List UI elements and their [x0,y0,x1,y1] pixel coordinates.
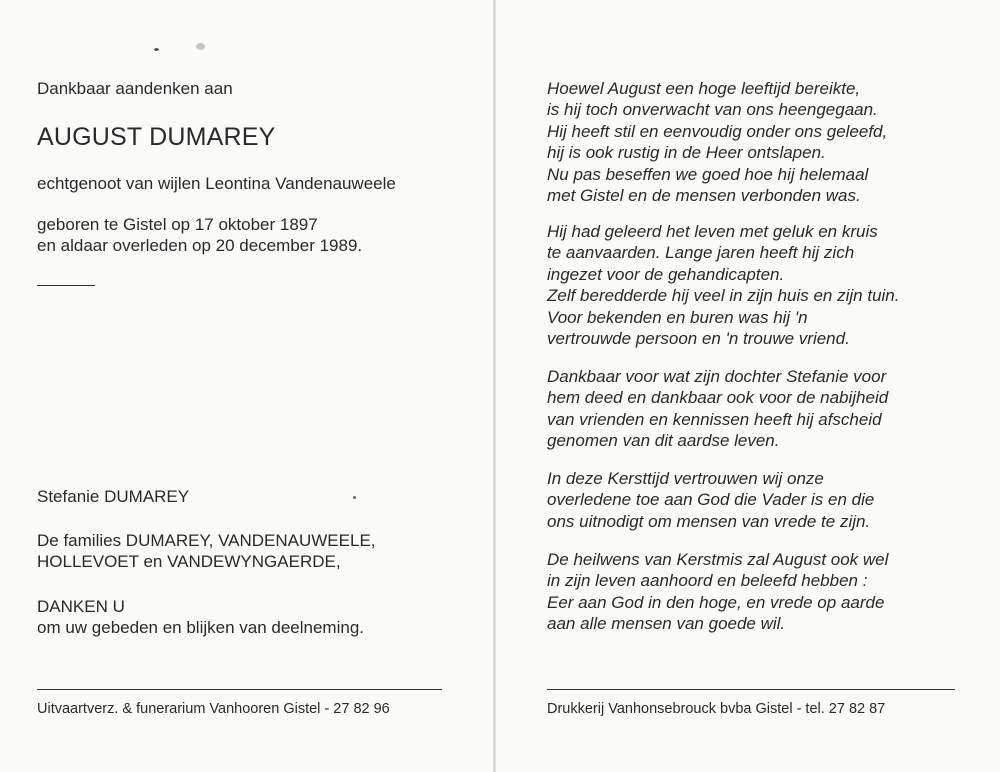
verse-line: Dankbaar voor wat zijn dochter Stefanie voor [547,367,887,386]
verse-line: Nu pas beseffen we goed hoe hij helemaal [547,164,869,184]
verse-line: hem deed en dankbaar ook voor de nabijheid [547,388,889,408]
thanks-line-2: om uw gebeden en blijken van deelneming. [37,618,365,637]
footer-rule [547,689,955,690]
funeral-home-footer: Uitvaartverz. & funerarium Vanhooren Gistel - 27 82 96 [37,701,390,717]
stanza [547,549,888,635]
footer-rule [37,689,442,690]
stanza [547,468,874,532]
paper-speck [154,48,159,51]
families-line-1: De families DUMAREY, VANDENAUWEELE, [37,531,376,550]
verse-line: Zelf beredderde hij veel in zijn huis en zijn tuin. [547,286,900,306]
verse-line: is hij toch onverwacht van ons heengegaan. [547,100,878,120]
family-member-line: Stefanie DUMAREY [37,487,190,506]
verse-line: De heilwens van Kerstmis zal August ook wel [547,550,889,569]
stanza [547,78,887,206]
paper-speck [353,496,356,499]
verse-line: genomen van dit aardse leven. [547,431,780,451]
death-line: en aldaar overleden op 20 december 1989. [37,236,363,255]
verse-line: hij is ook rustig in de Heer ontslapen. [547,143,826,163]
stanza [547,221,899,349]
card-fold [493,0,496,772]
verse-line: Hij had geleerd het leven met geluk en kruis [547,222,878,241]
verse-line: te aanvaarden. Lange jaren heeft hij zich [547,243,855,263]
verse-line: van vrienden en kennissen heeft hij afscheid [547,409,882,429]
families-line-2: HOLLEVOET en VANDEWYNGAERDE, [37,552,341,571]
verse-line: met Gistel en de mensen verbonden was. [547,186,861,206]
deceased-name: AUGUST DUMAREY [37,123,276,151]
remembrance-heading: Dankbaar aandenken aan [37,79,233,98]
verse-line: In deze Kersttijd vertrouwen wij onze [547,469,824,488]
verse-line: vertrouwde persoon en 'n trouwe vriend. [547,329,850,349]
birth-line: geboren te Gistel op 17 oktober 1897 [37,215,318,234]
verse-line: Hij heeft stil en eenvoudig onder ons geleefd, [547,121,888,141]
short-divider [37,285,95,286]
verse-line: overledene toe aan God die Vader is en die [547,490,875,510]
verse-line: aan alle mensen van goede wil. [547,614,786,634]
spouse-line: echtgenoot van wijlen Leontina Vandenauweele [37,174,396,193]
verse-line: in zijn leven aanhoord en beleefd hebben : [547,571,868,591]
stanza [547,366,888,452]
printer-footer: Drukkerij Vanhonsebrouck bvba Gistel - tel. 27 82 87 [547,701,886,717]
verse-line: ons uitnodigt om mensen van vrede te zijn. [547,511,871,531]
verse-line: ingezet voor de gehandicapten. [547,264,785,284]
verse-line: Eer aan God in den hoge, en vrede op aarde [547,592,885,612]
thanks-line-1: DANKEN U [37,597,125,616]
verse-line: Hoewel August een hoge leeftijd bereikte, [547,79,861,98]
verse-line: Voor bekenden en buren was hij 'n [547,307,808,327]
paper-speck [196,43,205,50]
